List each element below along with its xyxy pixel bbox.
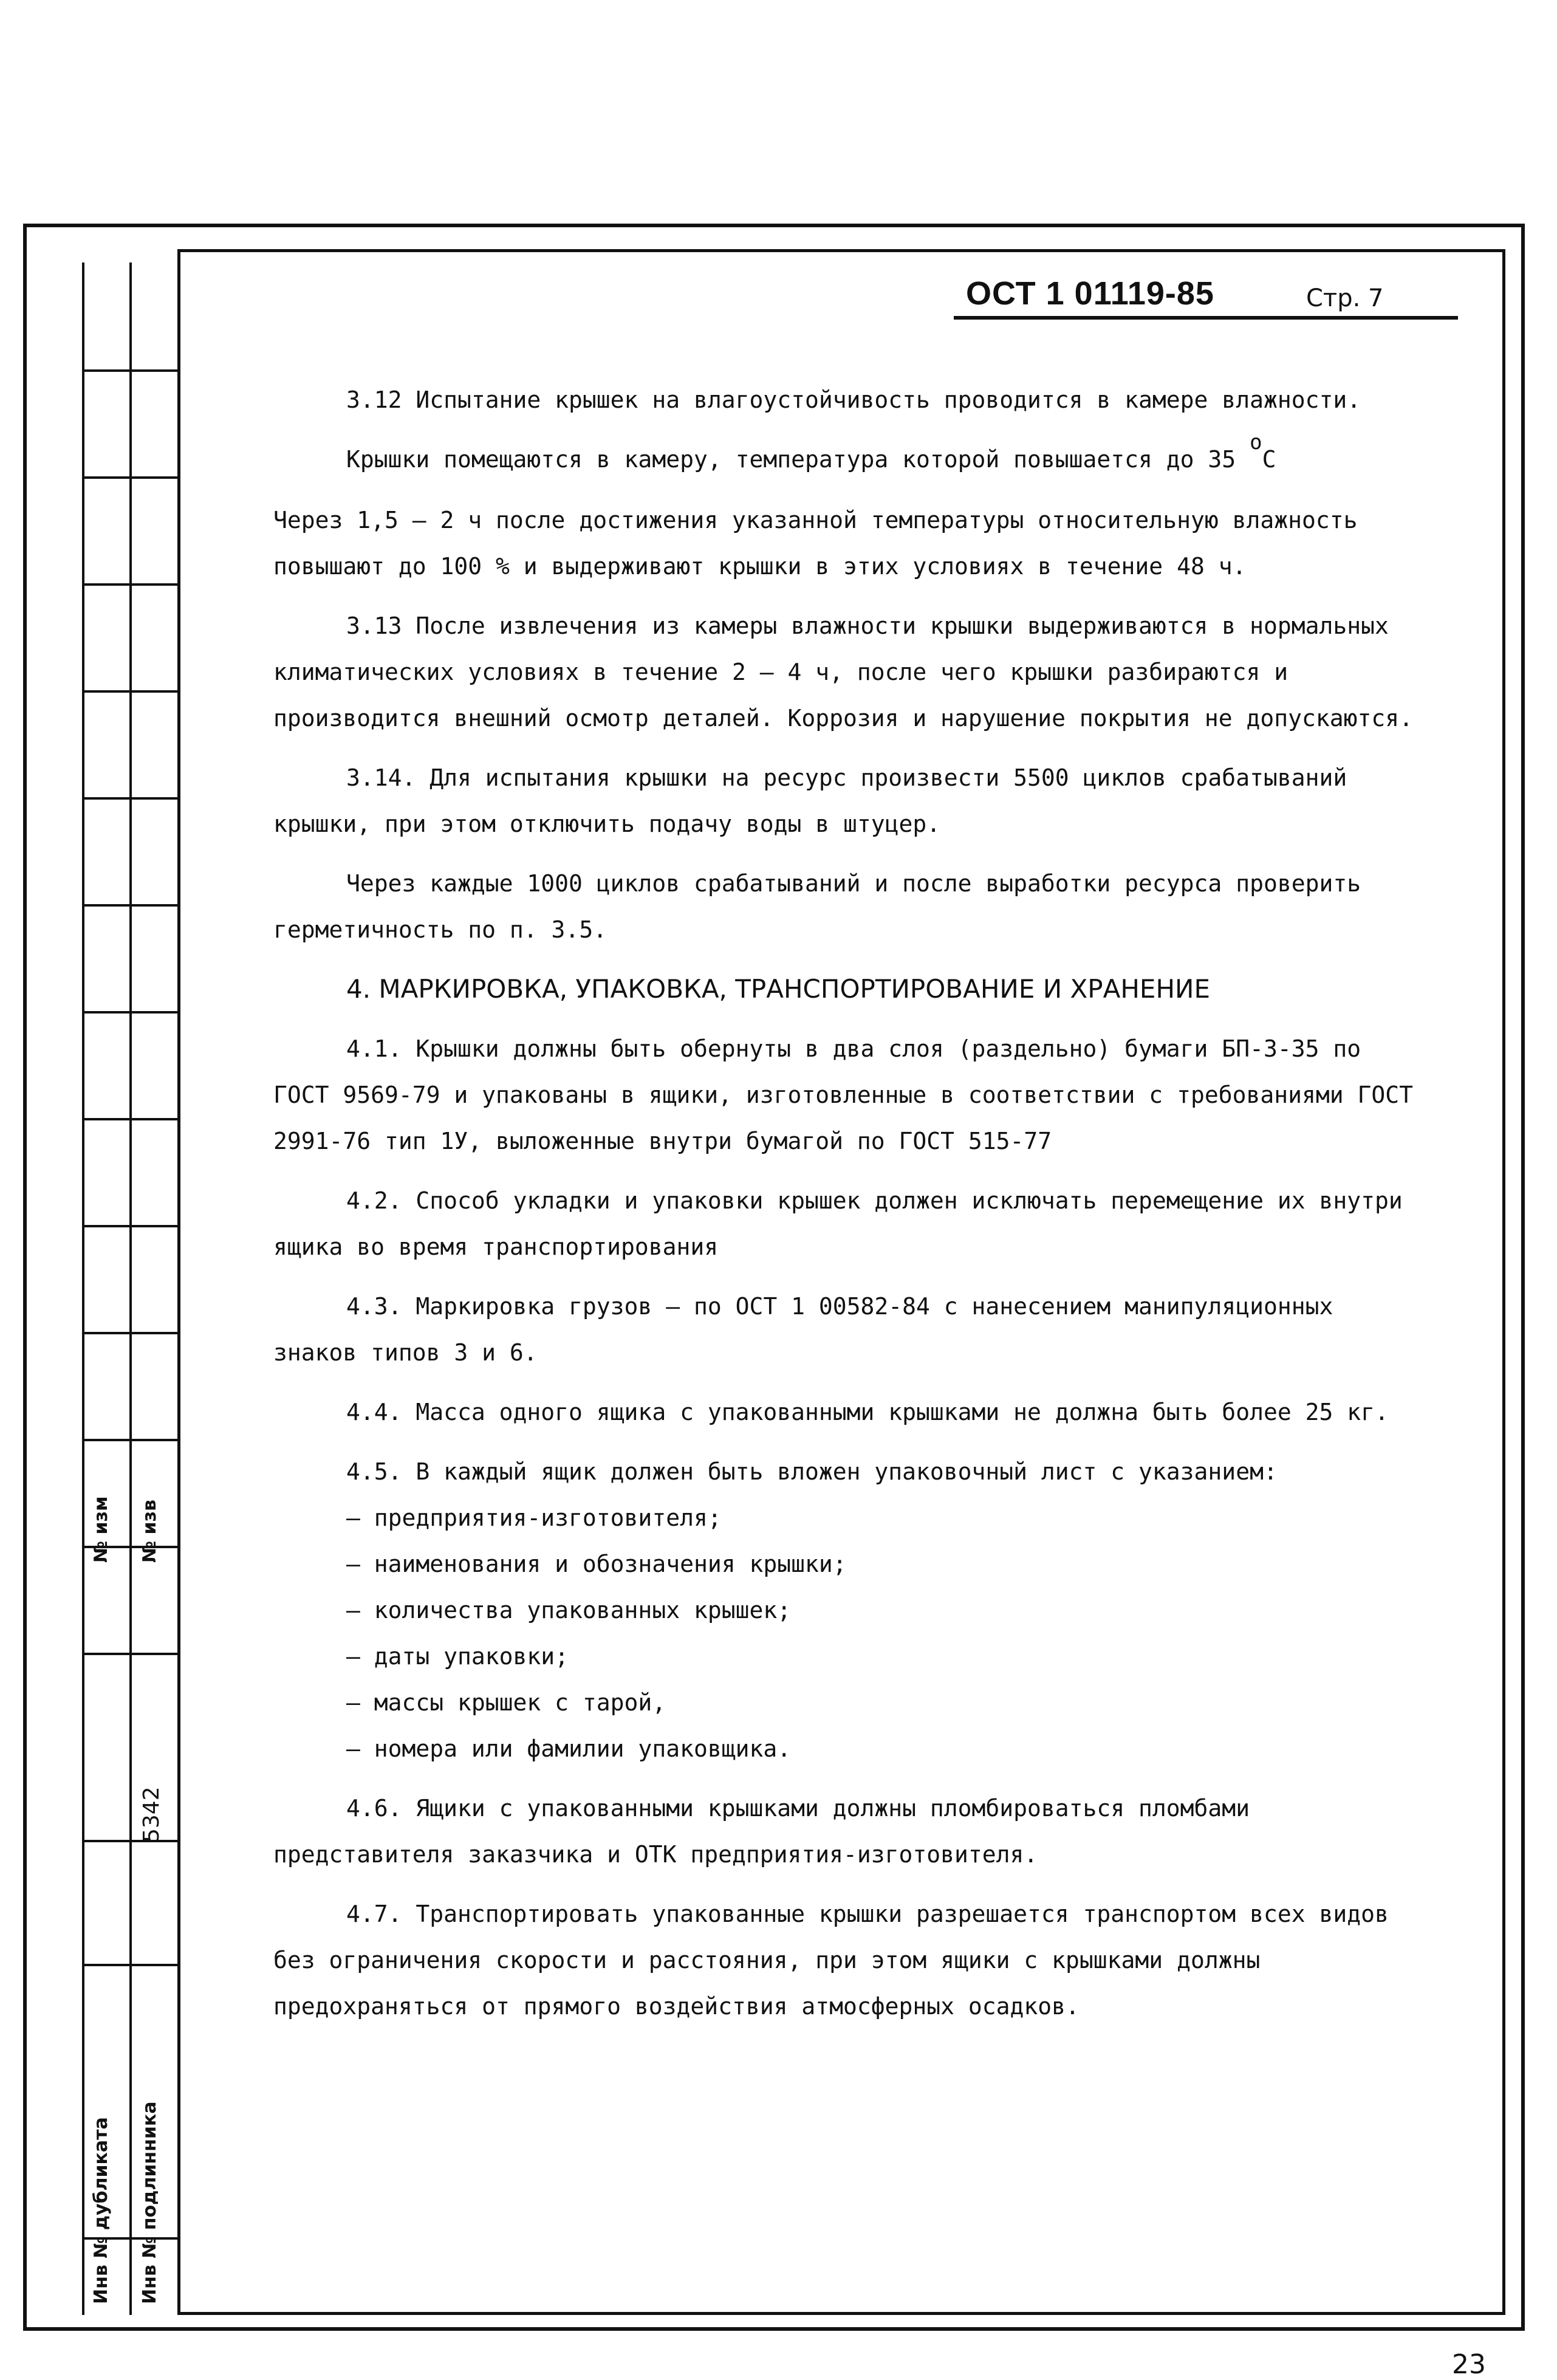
document-number: ОСТ 1 01119-85 [966,275,1214,312]
para-4-7: 4.7. Транспортировать упакованные крышки разрешается транспортом всех видов без ограничения скорости и расстояния, при этом ящики с крышками должны предохраняться от прямого воздействия атмосферных осадков. [273,1901,1389,2020]
temp-text: Крышки помещаются в камеру, температура которой повышается до 35 [346,446,1250,473]
temp-unit: С [1262,446,1276,473]
list-item: – наименования и обозначения крышки; [346,1551,847,1577]
para-4-2: 4.2. Способ укладки и упаковки крышек должен исключать перемещение их внутри ящика во время транспортирования [273,1187,1403,1260]
header-rule [954,316,1458,320]
izv-label: № изв [139,1500,160,1563]
podlinnik-label: Инв № подлинника [139,2101,160,2304]
izm-label: № изм [91,1496,112,1563]
para-3-12-temp [273,430,1428,484]
para-4-3: 4.3. Маркировка грузов – по ОСТ 1 00582-84 с нанесением манипуляционных знаков типов 3 и 6. [273,1293,1333,1366]
para-4-6: 4.6. Ящики с упакованными крышками должны пломбироваться пломбами представителя заказчика и ОТК предприятия-изготовителя. [273,1795,1250,1868]
list-item: – даты упаковки; [346,1643,569,1670]
para-4-1: 4.1. Крышки должны быть обернуты в два слоя (раздельно) бумаги БП-3-35 по ГОСТ 9569-79 и упакованы в ящики, изготовленные в соответствии с требованиями ГОСТ 2991-76 тип 1У, выложенные внутри бумагой по ГОСТ 515-77 [273,1035,1413,1154]
list-item: – массы крышек с тарой, [346,1689,666,1716]
list-item: – количества упакованных крышек; [346,1597,792,1624]
margin-stamp [82,262,177,2315]
para-3-13: 3.13 После извлечения из камеры влажности крышки выдерживаются в нормальных климатических условиях в течение 2 – 4 ч, после чего крышки разбираются и производится внешний осмотр деталей. Коррозия и нарушение покрытия не допускаются. [273,612,1413,732]
section-4-heading: 4. МАРКИРОВКА, УПАКОВКА, ТРАНСПОРТИРОВАНИЕ И ХРАНЕНИЕ [346,974,1210,1004]
dublikat-label: Инв № дубликата [91,2117,112,2304]
degree-mark: о [1250,430,1262,454]
para-3-12-humidity: Через 1,5 – 2 ч после достижения указанной температуры относительную влажность повышают до 100 % и выдерживают крышки в этих условиях в течение 48 ч. [273,507,1358,580]
para-3-14: 3.14. Для испытания крышки на ресурс произвести 5500 циклов срабатываний крышки, при этом отключить подачу воды в штуцер. [273,764,1347,837]
inv-number: 5342 [139,1786,164,1842]
sheet-number: 23 [1452,2349,1486,2380]
para-4-4: 4.4. Масса одного ящика с упакованными крышками не должна быть более 25 кг. [346,1399,1389,1425]
page-label: Стр. 7 [1306,284,1384,312]
para-3-12: 3.12 Испытание крышек на влагоустойчивость проводится в камере влажности. [346,386,1361,413]
list-item: – предприятия-изготовителя; [346,1504,722,1531]
para-3-14-check: Через каждые 1000 циклов срабатываний и после выработки ресурса проверить герметичность по п. 3.5. [273,870,1361,943]
para-4-5: 4.5. В каждый ящик должен быть вложен упаковочный лист с указанием: [346,1458,1278,1485]
document-body [273,377,1428,2043]
list-item: – номера или фамилии упаковщика. [346,1735,792,1762]
